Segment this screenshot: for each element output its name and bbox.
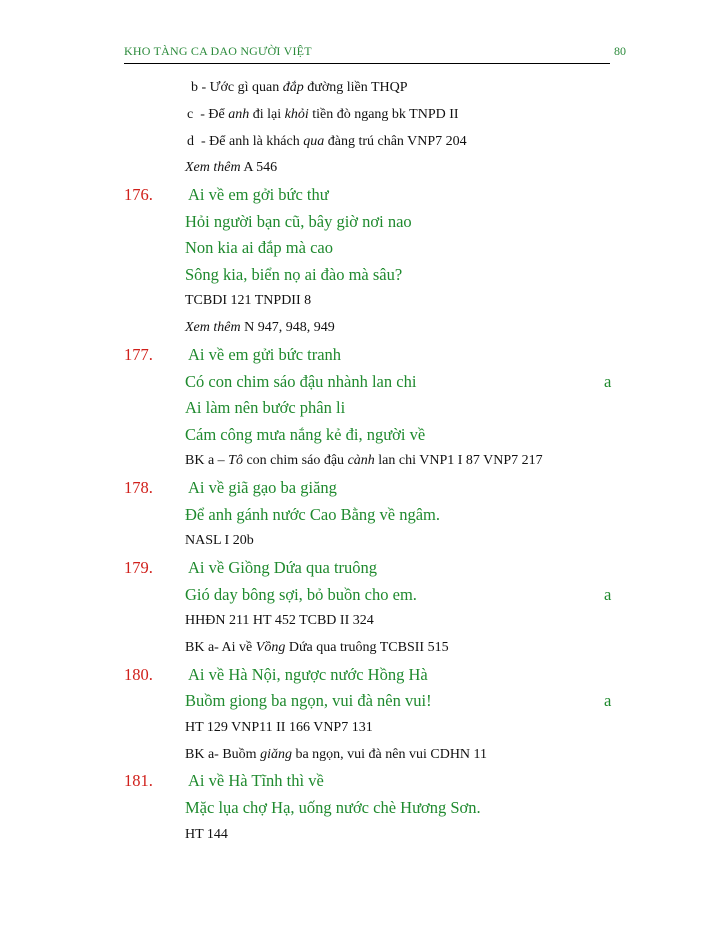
verse-line: Buồm giong ba ngọn, vui đà nên vui!	[185, 691, 432, 710]
verse-line: Non kia ai đắp mà cao	[185, 238, 333, 257]
verse-line: Ai về Hà Tĩnh thì về	[188, 771, 324, 790]
running-header-title: KHO TÀNG CA DAO NGƯỜI VIỆT	[124, 44, 312, 58]
entry-number: 179.	[124, 558, 153, 577]
source-reference: TCBDI 121 TNPDII 8	[185, 293, 312, 308]
page-number: 80	[614, 44, 626, 58]
header-divider	[124, 63, 610, 64]
entry-number: 178.	[124, 478, 153, 497]
verse-line: Ai về em gởi bức thư	[188, 185, 329, 204]
verse-line: Ai làm nên bước phân li	[185, 398, 346, 417]
verse-line: Mặc lụa chợ Hạ, uống nước chè Hương Sơn.	[185, 798, 481, 817]
entry-number: 177.	[124, 345, 153, 364]
variant-note: BK a- Buồm giăng ba ngọn, vui đà nên vui CDHN 11	[185, 747, 488, 762]
entry-number: 181.	[124, 771, 153, 790]
see-also-note: Xem thêm A 546	[185, 160, 278, 175]
variant-marker: a	[604, 372, 612, 391]
verse-line: Ai về Giồng Dứa qua truông	[188, 558, 378, 577]
verse-line: Ai về em gửi bức tranh	[188, 345, 342, 364]
verse-line: Để anh gánh nước Cao Bằng về ngâm.	[185, 505, 441, 524]
verse-line: Ai về giã gạo ba giăng	[188, 478, 337, 497]
verse-line: Sông kia, biển nọ ai đào mà sâu?	[185, 265, 403, 284]
variant-marker: a	[604, 691, 612, 710]
source-reference: HT 129 VNP11 II 166 VNP7 131	[185, 720, 373, 735]
source-reference: HHĐN 211 HT 452 TCBD II 324	[185, 613, 374, 628]
variant-marker: a	[604, 585, 612, 604]
verse-line: Có con chim sáo đậu nhành lan chi	[185, 372, 417, 391]
verse-line: Hỏi người bạn cũ, bây giờ nơi nao	[185, 212, 412, 231]
verse-line: Cám công mưa nắng kẻ đi, người về	[185, 425, 426, 444]
variant-note: BK a – Tô con chim sáo đậu cành lan chi VNP1 I 87 VNP7 217	[185, 453, 543, 468]
variant-note: BK a- Ai về Vồng Dứa qua truông TCBSII 515	[185, 640, 449, 655]
variant-line-d: d - Để anh là khách qua đàng trú chân VNP7 204	[187, 134, 467, 149]
entry-number: 176.	[124, 185, 153, 204]
source-reference: NASL I 20b	[185, 533, 254, 548]
variant-line-b: b - Ước gì quan đắp đường liền THQP	[191, 80, 408, 95]
source-reference: HT 144	[185, 827, 228, 842]
see-also-note: Xem thêm N 947, 948, 949	[185, 320, 335, 335]
verse-line: Gió day bông sợi, bỏ buồn cho em.	[185, 585, 417, 604]
variant-line-c: c - Để anh đi lại khỏi tiền đò ngang bk TNPD II	[187, 107, 459, 122]
verse-line: Ai về Hà Nội, ngược nước Hồng Hà	[188, 665, 428, 684]
entry-number: 180.	[124, 665, 153, 684]
